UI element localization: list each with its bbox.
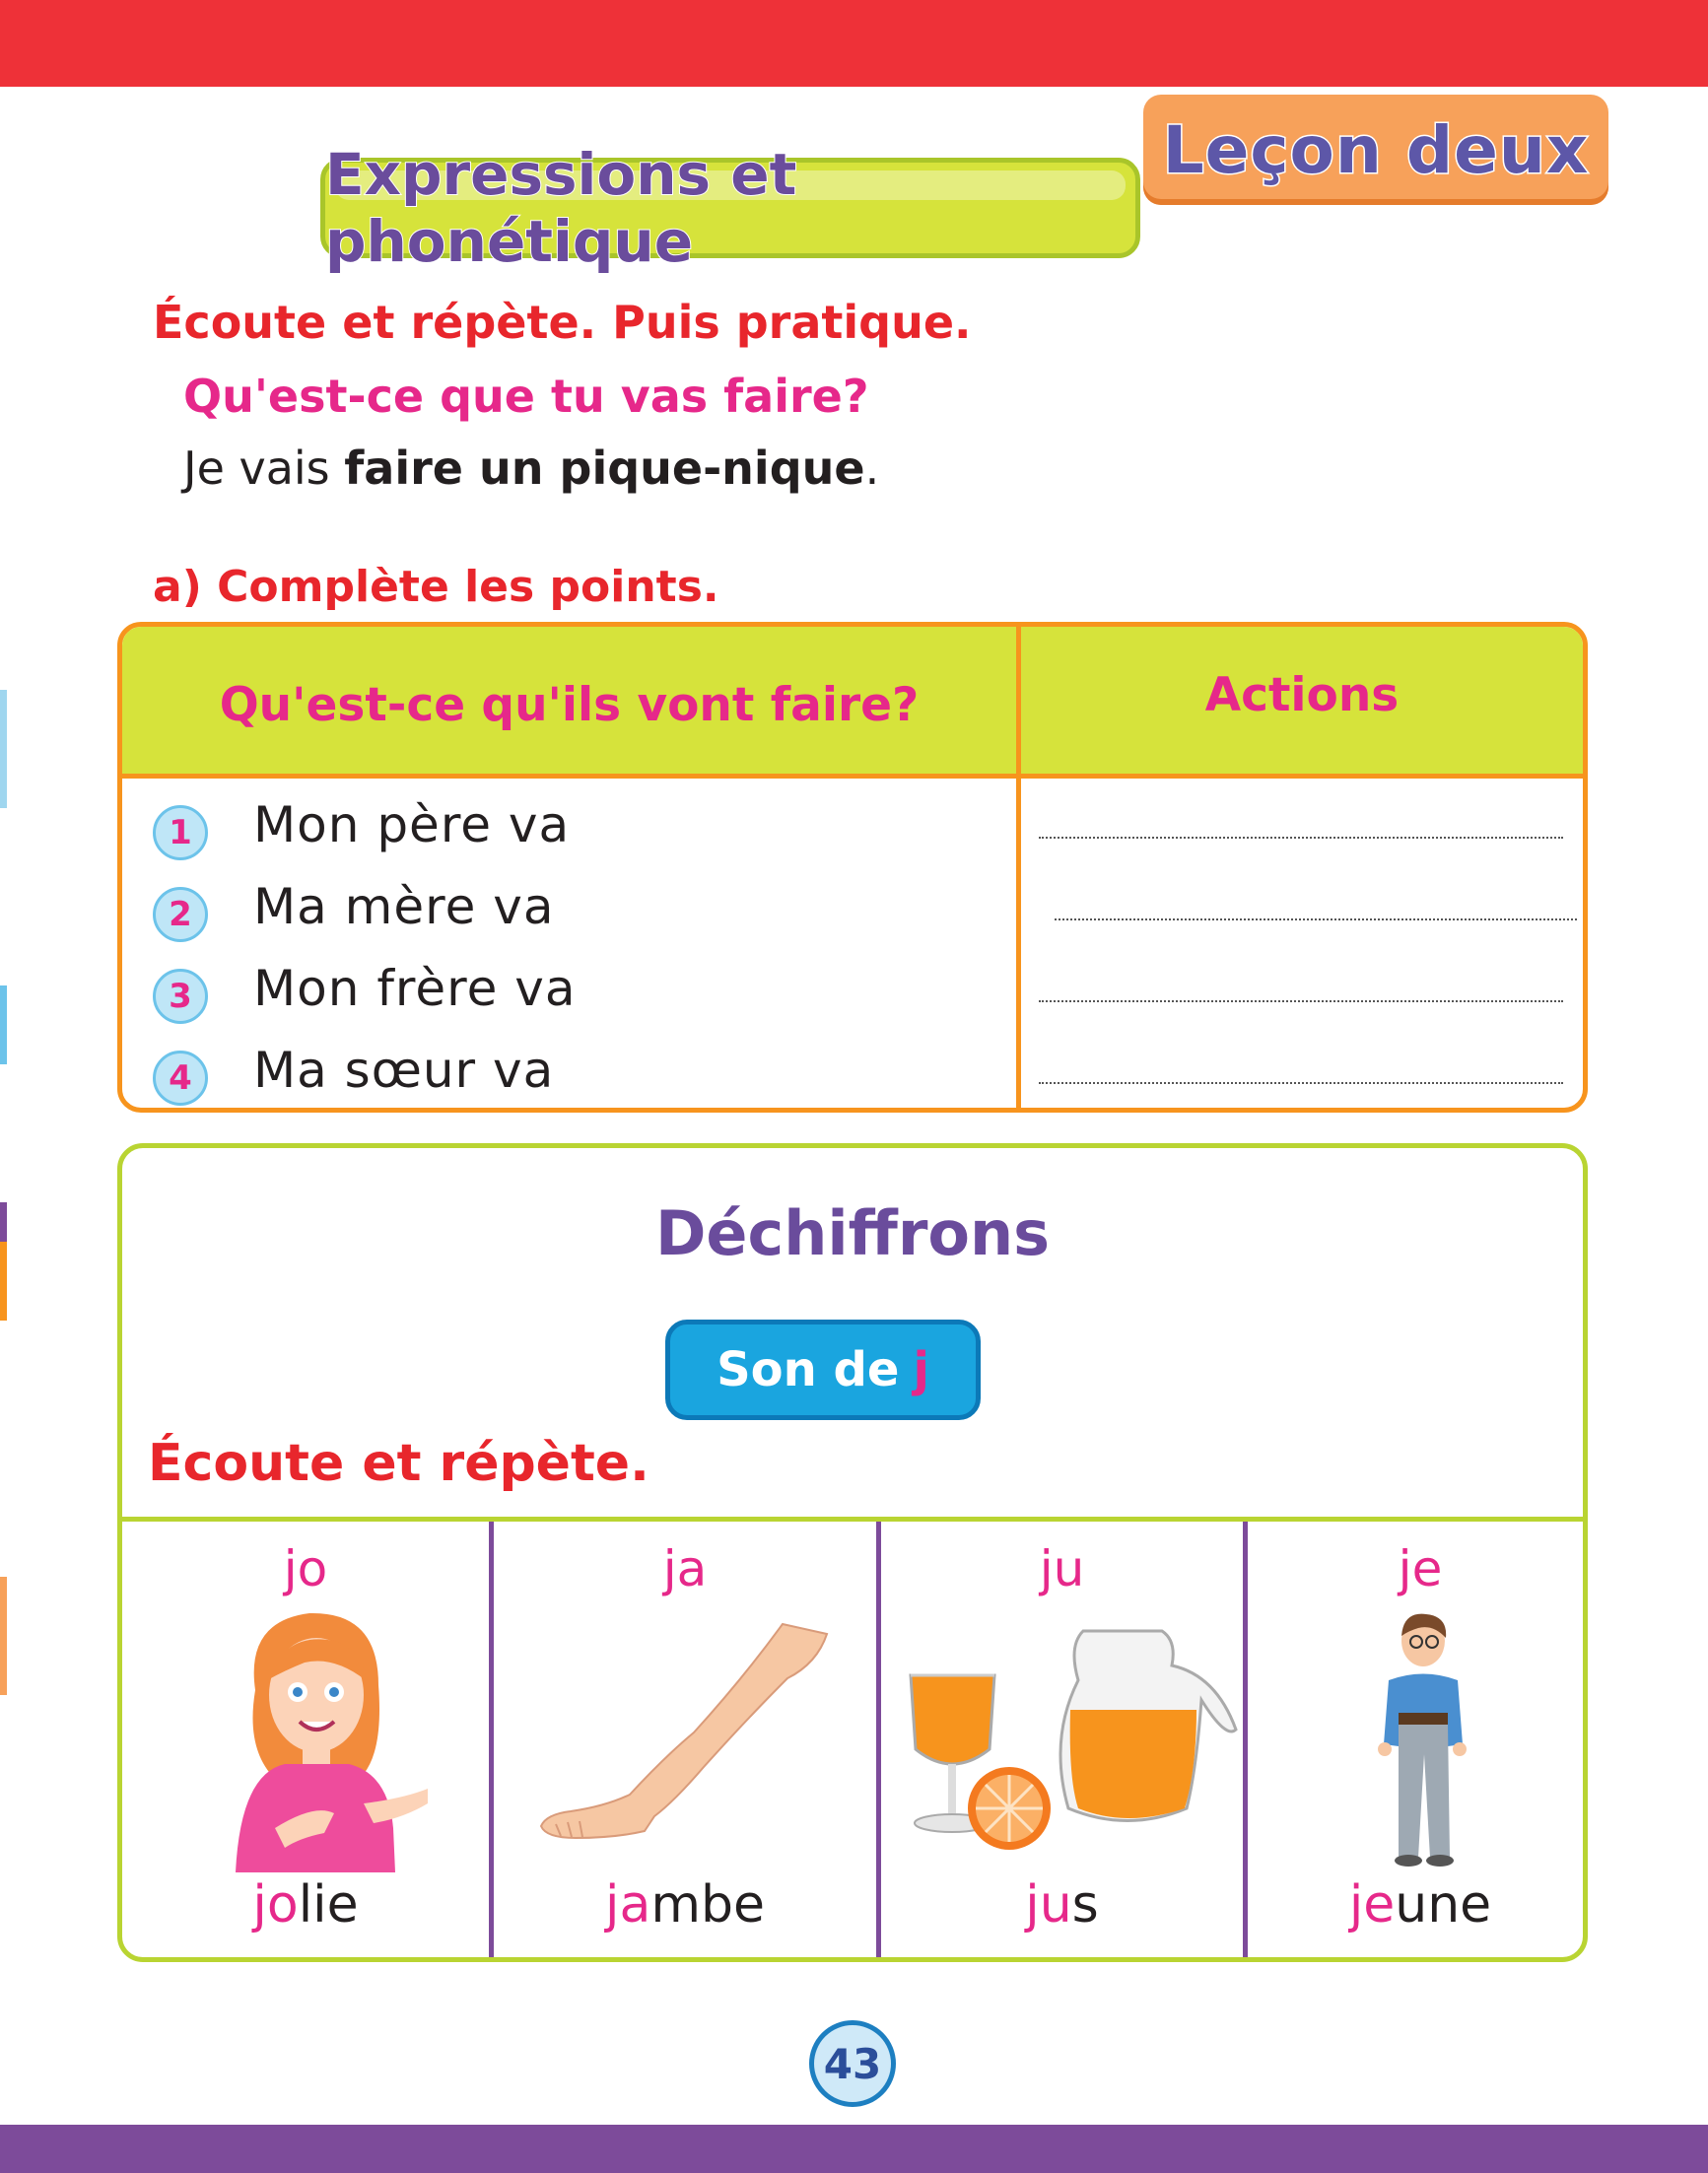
- table-row-text: Ma mère va: [253, 878, 555, 935]
- word-label: [1248, 1875, 1588, 1935]
- sound-label: Son de: [717, 1342, 900, 1397]
- row-number-badge: 1: [153, 805, 208, 860]
- dechiffrons-divider: [122, 1517, 1583, 1522]
- word-rest: mbe: [650, 1875, 765, 1935]
- dechiffrons-box: [117, 1143, 1588, 1962]
- word-rest: s: [1071, 1875, 1099, 1935]
- juice-image: [901, 1621, 1241, 1858]
- leg-image: [536, 1619, 832, 1846]
- sound-letter: j: [913, 1342, 929, 1397]
- syllable-label: ju: [1039, 1540, 1085, 1597]
- exercise-a-instruction: a) Complète les points.: [153, 562, 719, 612]
- answer-suffix: .: [864, 441, 880, 495]
- word-highlight: ja: [605, 1875, 651, 1935]
- word-highlight: je: [1348, 1875, 1396, 1935]
- row-number-badge: 4: [153, 1051, 208, 1106]
- lesson-tab: [1143, 95, 1608, 205]
- edge-strip: [0, 985, 7, 1064]
- word-rest: une: [1395, 1875, 1492, 1935]
- table-row-text: Ma sœur va: [253, 1042, 555, 1099]
- edge-strip: [0, 1242, 7, 1321]
- answer-prefix: Je vais: [183, 441, 345, 495]
- syllable-label: jo: [283, 1540, 328, 1597]
- intro-question: Qu'est-ce que tu vas faire?: [183, 370, 869, 423]
- table-header-actions: Actions: [1204, 668, 1400, 722]
- edge-strip: [0, 1202, 7, 1242]
- edge-strip: [0, 1577, 7, 1695]
- row-number-badge: 2: [153, 887, 208, 942]
- dechiffrons-title: Déchiffrons: [654, 1197, 1051, 1269]
- word-label: [881, 1875, 1243, 1935]
- table-header-question: Qu'est-ce qu'ils vont faire?: [219, 678, 920, 732]
- exercise-table: [117, 622, 1588, 1113]
- row-number-badge: 3: [153, 969, 208, 1024]
- lesson-tab-label: Leçon deux: [1162, 111, 1590, 188]
- word-rest: lie: [298, 1875, 359, 1935]
- syllable-label: je: [1398, 1540, 1443, 1597]
- answer-blank-4[interactable]: [1039, 1082, 1563, 1084]
- young-man-image: [1369, 1606, 1477, 1877]
- word-label: [122, 1875, 489, 1935]
- word-highlight: jo: [252, 1875, 299, 1935]
- answer-bold: faire un pique-nique: [344, 441, 865, 495]
- dechiffrons-instruction: Écoute et répète.: [148, 1434, 649, 1493]
- word-highlight: ju: [1025, 1875, 1072, 1935]
- bottom-color-bar: [0, 2125, 1708, 2173]
- table-row-text: Mon père va: [253, 796, 571, 853]
- girl-image: [216, 1601, 433, 1872]
- edge-strip: [0, 690, 7, 808]
- table-row-text: Mon frère va: [253, 960, 577, 1017]
- page-number: 43: [809, 2020, 896, 2107]
- syllable-label: ja: [662, 1540, 708, 1597]
- top-color-bar: [0, 0, 1708, 87]
- sound-button[interactable]: [665, 1320, 981, 1420]
- answer-blank-2[interactable]: [1055, 918, 1577, 920]
- intro-answer: [183, 441, 879, 495]
- page-title: Expressions et phonétique: [325, 141, 797, 275]
- page-title-banner: [320, 141, 1140, 275]
- intro-instruction: Écoute et répète. Puis pratique.: [153, 296, 972, 349]
- answer-blank-3[interactable]: [1039, 1000, 1563, 1002]
- word-label: [494, 1875, 876, 1935]
- answer-blank-1[interactable]: [1039, 837, 1563, 839]
